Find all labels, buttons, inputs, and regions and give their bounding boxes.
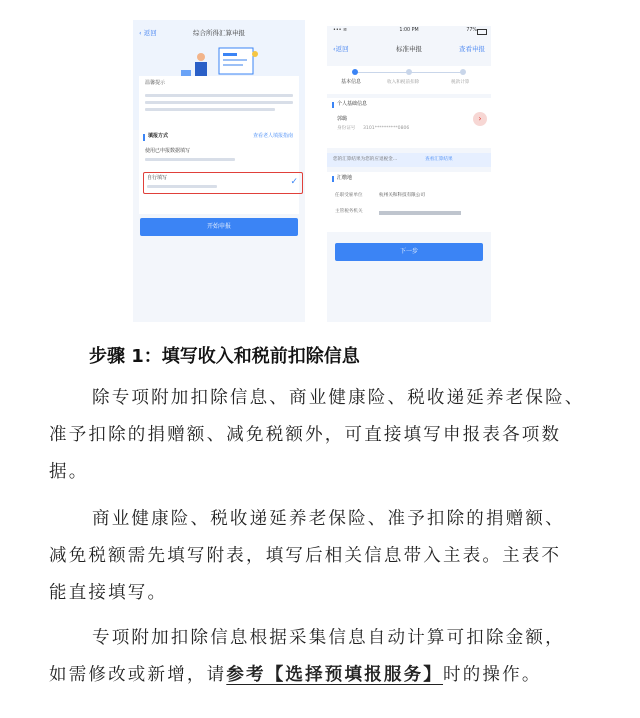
- name-value: 郭璐: [337, 116, 348, 122]
- nav-bar: [327, 44, 491, 56]
- personal-info-card: [327, 98, 491, 148]
- tip-bar: [327, 153, 491, 167]
- employer-label: 任职受雇单位: [335, 193, 363, 198]
- paragraph-3-line-1: 专项附加扣除信息根据采集信息自动计算可扣除金额，: [92, 628, 565, 648]
- option-self-fill-desc: [147, 185, 217, 188]
- paragraph-2-line-3: 能直接填写。: [49, 583, 168, 603]
- step-dot: [406, 69, 412, 75]
- chevron-left-icon: ‹: [333, 45, 336, 53]
- option-self-fill-title: 自行填写: [147, 175, 168, 181]
- next-step-button[interactable]: 下一步: [335, 243, 483, 261]
- method-guide-link[interactable]: 查看老人填报指南: [252, 133, 293, 139]
- option-self-fill[interactable]: [143, 172, 303, 194]
- personal-section-title: 个人基础信息: [337, 101, 368, 107]
- notice-title: 温馨提示: [145, 80, 166, 86]
- tip-link[interactable]: 查看汇算结果: [425, 157, 453, 162]
- tip-text: 您的汇算结果为您的应退税金…: [333, 157, 398, 162]
- section-marker: [332, 102, 334, 108]
- tax-office-label: 主管税务机关: [335, 209, 363, 214]
- notice-text-line: [145, 101, 293, 104]
- paragraph-3-suffix: 时的操作。: [443, 665, 542, 685]
- status-battery: 77%: [466, 28, 477, 33]
- notice-text-line: [145, 108, 275, 111]
- page-title: 标准申报: [396, 45, 422, 53]
- unit-card: [327, 172, 491, 232]
- wifi-icon: ••• ≋: [333, 28, 348, 33]
- section-marker: [143, 134, 145, 141]
- step-label: 基本信息: [341, 79, 362, 85]
- page-title: 综合所得汇算申报: [193, 29, 245, 37]
- notice-text-line: [145, 94, 293, 97]
- chevron-right-icon[interactable]: ›: [473, 112, 487, 126]
- employer-value[interactable]: 杭州关和科技有限公司: [379, 193, 425, 198]
- nav-bar: [133, 26, 305, 42]
- check-icon: ✓: [290, 177, 298, 187]
- tax-office-value-masked[interactable]: [379, 211, 461, 215]
- notice-card: [139, 76, 299, 132]
- screenshot-annual-tax-settlement: [133, 20, 305, 322]
- paragraph-2-line-2: 减免税额需先填写附表，填写后相关信息带入主表。主表不: [49, 546, 562, 566]
- paragraph-1-line-3: 据。: [49, 462, 89, 482]
- start-declaration-button[interactable]: 开始申报: [140, 218, 298, 236]
- nav-right-link[interactable]: 查看申报: [459, 45, 485, 53]
- step-dot: [460, 69, 466, 75]
- id-label: 身份证号: [337, 126, 356, 131]
- stepper: [327, 66, 491, 94]
- paragraph-1-line-1: 除专项附加扣除信息、商业健康险、税收递延养老保险、: [92, 388, 585, 408]
- option-prefilled[interactable]: [143, 146, 295, 166]
- step-label: 收入和税前扣除: [387, 80, 420, 85]
- paragraph-1-line-2: 准予扣除的捐赠额、减免税额外，可直接填写申报表各项数: [49, 425, 562, 445]
- section-marker: [332, 176, 334, 182]
- step-label: 税款计算: [451, 80, 470, 85]
- prefill-service-link[interactable]: 参考【选择预填报服务】: [226, 665, 444, 685]
- battery-icon: [477, 29, 487, 35]
- back-link[interactable]: ‹返回: [333, 45, 349, 53]
- step-title: 步骤 1：填写收入和税前扣除信息: [89, 346, 360, 367]
- status-time: 1:00 PM: [399, 28, 419, 33]
- paragraph-3-prefix: 如需修改或新增，请: [49, 665, 227, 685]
- paragraph-2-line-1: 商业健康险、税收递延养老保险、准予扣除的捐赠额、: [92, 509, 565, 529]
- status-bar: [327, 28, 491, 38]
- step-dot-active: [352, 69, 358, 75]
- id-value: 3101**********0806: [363, 126, 410, 131]
- chevron-left-icon: ‹: [139, 29, 142, 37]
- screenshot-standard-declaration: [327, 26, 491, 322]
- unit-section-title: 汇缴地: [337, 175, 353, 181]
- method-card: [139, 128, 299, 214]
- back-link[interactable]: ‹ 返回: [139, 29, 157, 37]
- option-prefilled-desc: [145, 158, 235, 161]
- paragraph-3-line-2: [49, 661, 542, 686]
- option-prefilled-title: 使用已申报数据填写: [145, 148, 191, 154]
- method-section-title: 填报方式: [148, 133, 169, 139]
